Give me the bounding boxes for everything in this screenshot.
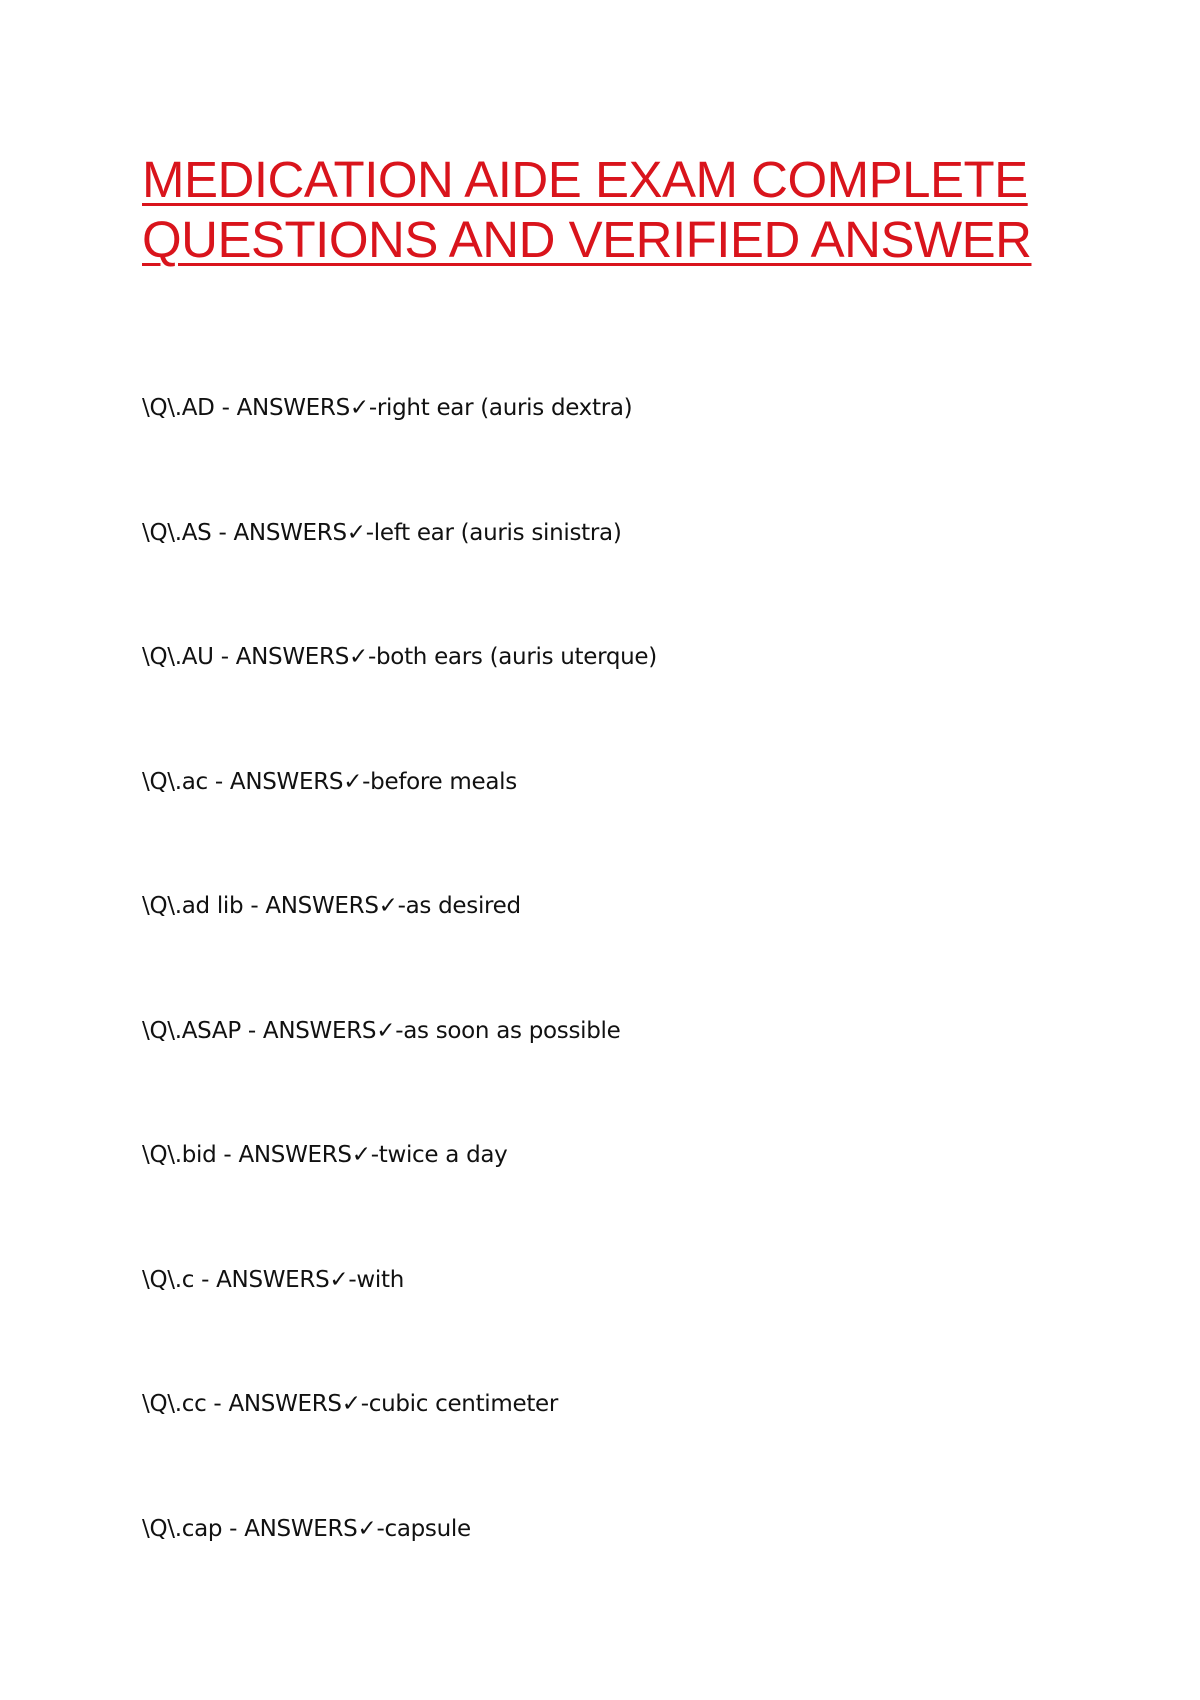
title-line-2: QUESTIONS AND VERIFIED ANSWER (142, 211, 1032, 268)
qa-separator: - ANSWERS (194, 1266, 330, 1293)
qa-answer: -right ear (auris dextra) (368, 395, 633, 421)
qa-prefix: \Q\. (142, 395, 182, 421)
qa-term: cc (181, 1391, 207, 1417)
qa-term: AD (181, 395, 215, 421)
qa-separator: - ANSWERS (207, 768, 344, 795)
qa-answer: -capsule (376, 1515, 471, 1542)
check-icon: ✓ (349, 644, 368, 670)
qa-item (142, 642, 1142, 767)
qa-term: ASAP (181, 1017, 241, 1044)
qa-prefix: \Q\. (142, 1391, 182, 1417)
qa-answer: -as desired (397, 893, 521, 919)
qa-term: bid (181, 1142, 217, 1168)
qa-item (142, 1389, 1142, 1514)
check-icon: ✓ (343, 768, 363, 795)
qa-prefix: \Q\. (142, 893, 182, 919)
qa-prefix: \Q\. (142, 644, 182, 670)
qa-term: c (181, 1266, 195, 1293)
qa-separator: - ANSWERS (222, 1515, 358, 1542)
qa-answer: -both ears (auris uterque) (368, 644, 657, 670)
qa-item (142, 1514, 1142, 1639)
qa-separator: - ANSWERS (240, 1017, 377, 1044)
title-line-1: MEDICATION AIDE EXAM COMPLETE (142, 151, 1028, 208)
qa-term: AS (181, 519, 212, 546)
qa-answer: -as soon as possible (395, 1017, 621, 1044)
qa-item (142, 518, 1142, 643)
qa-item (142, 393, 1142, 518)
qa-term: ad lib (181, 893, 244, 919)
document-title (142, 150, 1042, 270)
check-icon: ✓ (378, 893, 398, 919)
check-icon: ✓ (351, 1142, 371, 1168)
qa-item (142, 767, 1142, 892)
qa-term: AU (181, 644, 214, 670)
qa-separator: - ANSWERS (213, 644, 350, 670)
check-icon: ✓ (357, 1515, 377, 1542)
qa-separator: - ANSWERS (211, 519, 347, 546)
qa-prefix: \Q\. (142, 768, 182, 795)
qa-prefix: \Q\. (142, 1266, 182, 1293)
check-icon: ✓ (341, 1391, 361, 1417)
qa-answer: -with (348, 1266, 404, 1293)
qa-prefix: \Q\. (142, 519, 182, 546)
check-icon: ✓ (329, 1266, 349, 1293)
qa-answer: -before meals (362, 768, 517, 795)
qa-answer: -cubic centimeter (360, 1391, 559, 1417)
qa-term: cap (181, 1515, 223, 1542)
qa-list (142, 393, 1142, 1638)
qa-separator: - ANSWERS (243, 893, 379, 919)
qa-item (142, 1016, 1142, 1141)
qa-separator: - ANSWERS (214, 395, 350, 421)
qa-answer: -left ear (auris sinistra) (365, 519, 622, 546)
qa-prefix: \Q\. (142, 1515, 182, 1542)
check-icon: ✓ (346, 519, 366, 546)
qa-prefix: \Q\. (142, 1017, 182, 1044)
check-icon: ✓ (349, 395, 369, 421)
check-icon: ✓ (376, 1017, 396, 1044)
qa-prefix: \Q\. (142, 1142, 182, 1168)
qa-item (142, 891, 1142, 1016)
qa-term: ac (181, 768, 208, 795)
qa-answer: -twice a day (370, 1142, 508, 1168)
qa-item (142, 1140, 1142, 1265)
qa-separator: - ANSWERS (206, 1391, 342, 1417)
qa-item (142, 1265, 1142, 1390)
qa-separator: - ANSWERS (216, 1142, 352, 1168)
